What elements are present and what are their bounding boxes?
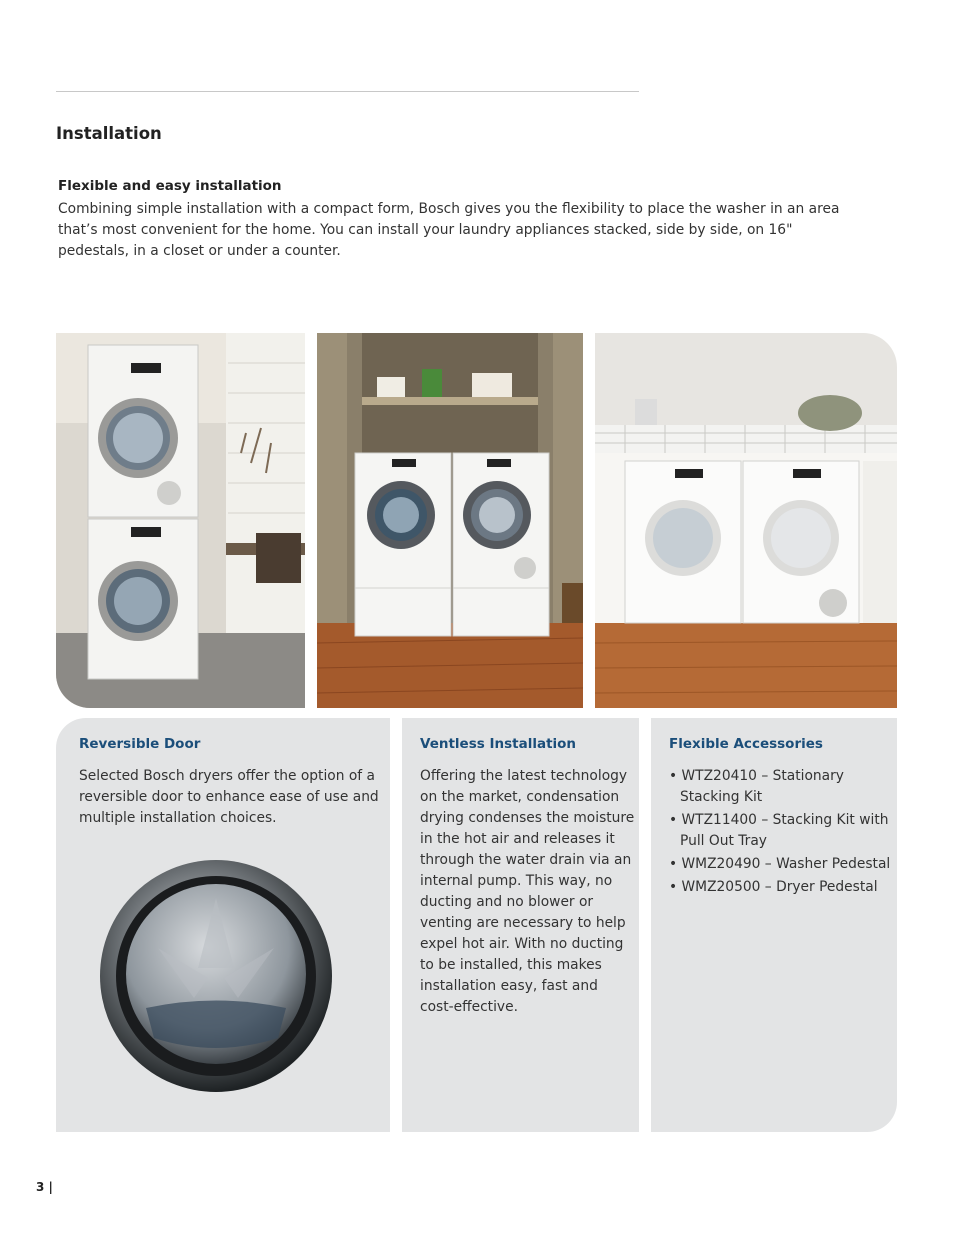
ventless-installation-title: Ventless Installation (420, 736, 577, 752)
ventless-installation-body: Offering the latest technology on the market, condensation drying condenses the moisture in the hot air and releases it through the water drain via an internal pump. This way, no ducting and no blower or venting are necessary to help expel hot air. With no ducting to be installed, this makes installation easy, fast and cost-effective. (420, 768, 635, 1015)
dryer-drum-icon (98, 858, 334, 1094)
under-counter-photo (595, 333, 897, 708)
sub-title: Flexible and easy installation (58, 178, 282, 194)
list-item: • WTZ11400 – Stacking Kit with Pull Out Tray (669, 810, 897, 852)
stacked-washer-dryer-photo (56, 333, 305, 708)
page-number: 3 | (36, 1180, 53, 1194)
side-by-side-pedestal-photo (317, 333, 583, 708)
list-item: • WTZ20410 – Stationary Stacking Kit (669, 766, 897, 808)
flexible-accessories-card (651, 718, 897, 1132)
list-item: • WMZ20500 – Dryer Pedestal (669, 877, 897, 898)
ventless-installation-card (402, 718, 639, 1132)
flexible-accessories-title: Flexible Accessories (669, 736, 823, 752)
list-item: • WMZ20490 – Washer Pedestal (669, 854, 897, 875)
reversible-door-title: Reversible Door (79, 736, 201, 752)
reversible-door-body: Selected Bosch dryers offer the option of a reversible door to enhance ease of use and multiple installation choices. (79, 768, 379, 826)
section-title: Installation (56, 124, 162, 143)
header-divider (56, 91, 639, 92)
accessories-list (669, 766, 897, 900)
intro-paragraph: Combining simple installation with a compact form, Bosch gives you the flexibility to place the washer in an area that’s most convenient for the home. You can install your laundry appliances stacked, side by side, on 16" pedestals, in a closet or under a counter. (58, 201, 840, 259)
reversible-door-card (56, 718, 390, 1132)
